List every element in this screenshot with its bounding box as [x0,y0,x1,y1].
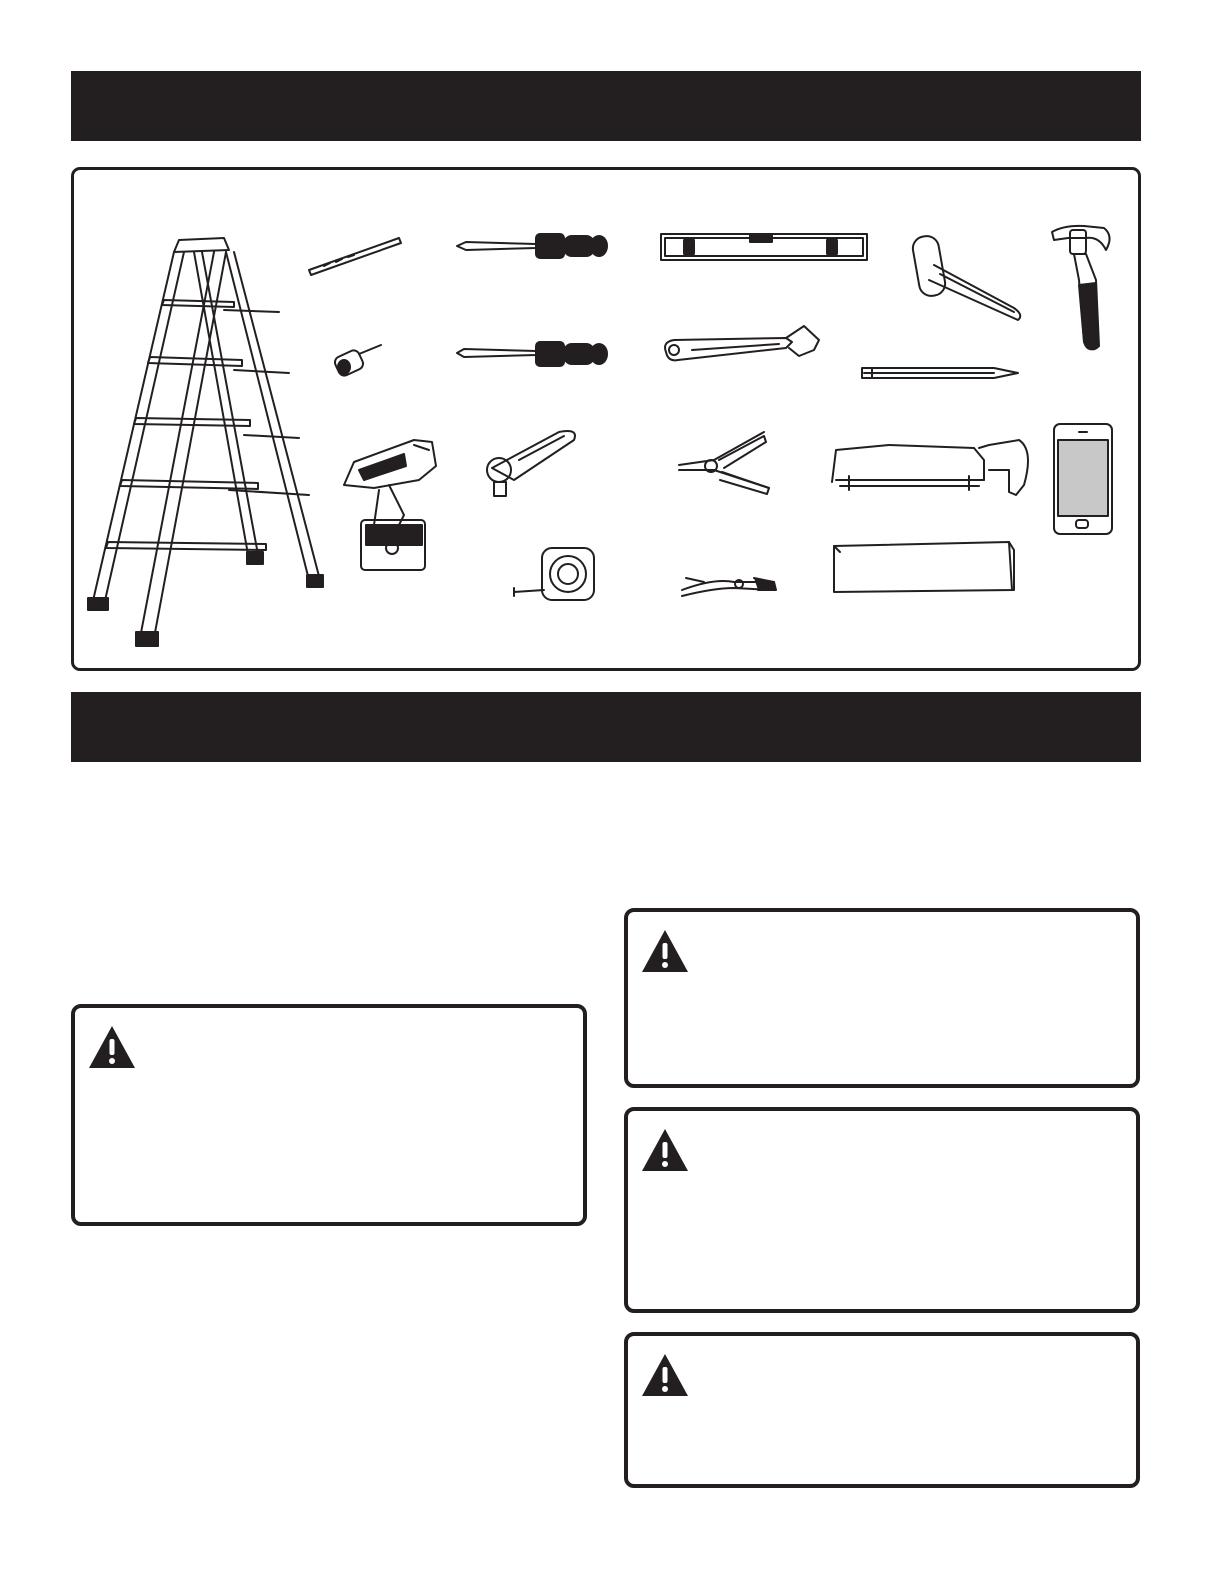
warning-triangle-icon [87,1024,137,1070]
wood-block-icon [834,542,1014,592]
warning-box [624,908,1140,1088]
warning-box [624,1332,1140,1488]
tools-needed-panel [71,167,1141,671]
smartphone-icon [1054,424,1112,534]
warning-triangle-icon [640,1352,690,1398]
warning-box [71,1004,587,1226]
nut-driver-bit-icon [333,345,381,378]
pencil-icon [862,368,1018,378]
wire-stripper-icon [679,432,769,494]
drill-bit-icon [309,238,401,275]
ratchet-wrench-icon [487,431,575,496]
adjustable-wrench-icon [665,326,819,360]
warning-triangle-icon [640,1127,690,1173]
tape-measure-icon [514,548,594,600]
section-header-assembly [71,692,1141,762]
flathead-screwdriver-icon [457,234,607,258]
step-ladder-icon [88,238,323,646]
section-header-tools [71,71,1141,141]
level-icon [661,234,867,260]
tools-illustration [74,170,1138,668]
hacksaw-icon [832,440,1028,495]
pliers-icon [682,578,776,596]
warning-triangle-icon [640,928,690,974]
mallet-icon [911,234,1020,320]
warning-box [624,1107,1140,1313]
phillips-screwdriver-icon [457,342,607,366]
claw-hammer-icon [1052,226,1110,350]
cordless-drill-icon [344,440,436,570]
